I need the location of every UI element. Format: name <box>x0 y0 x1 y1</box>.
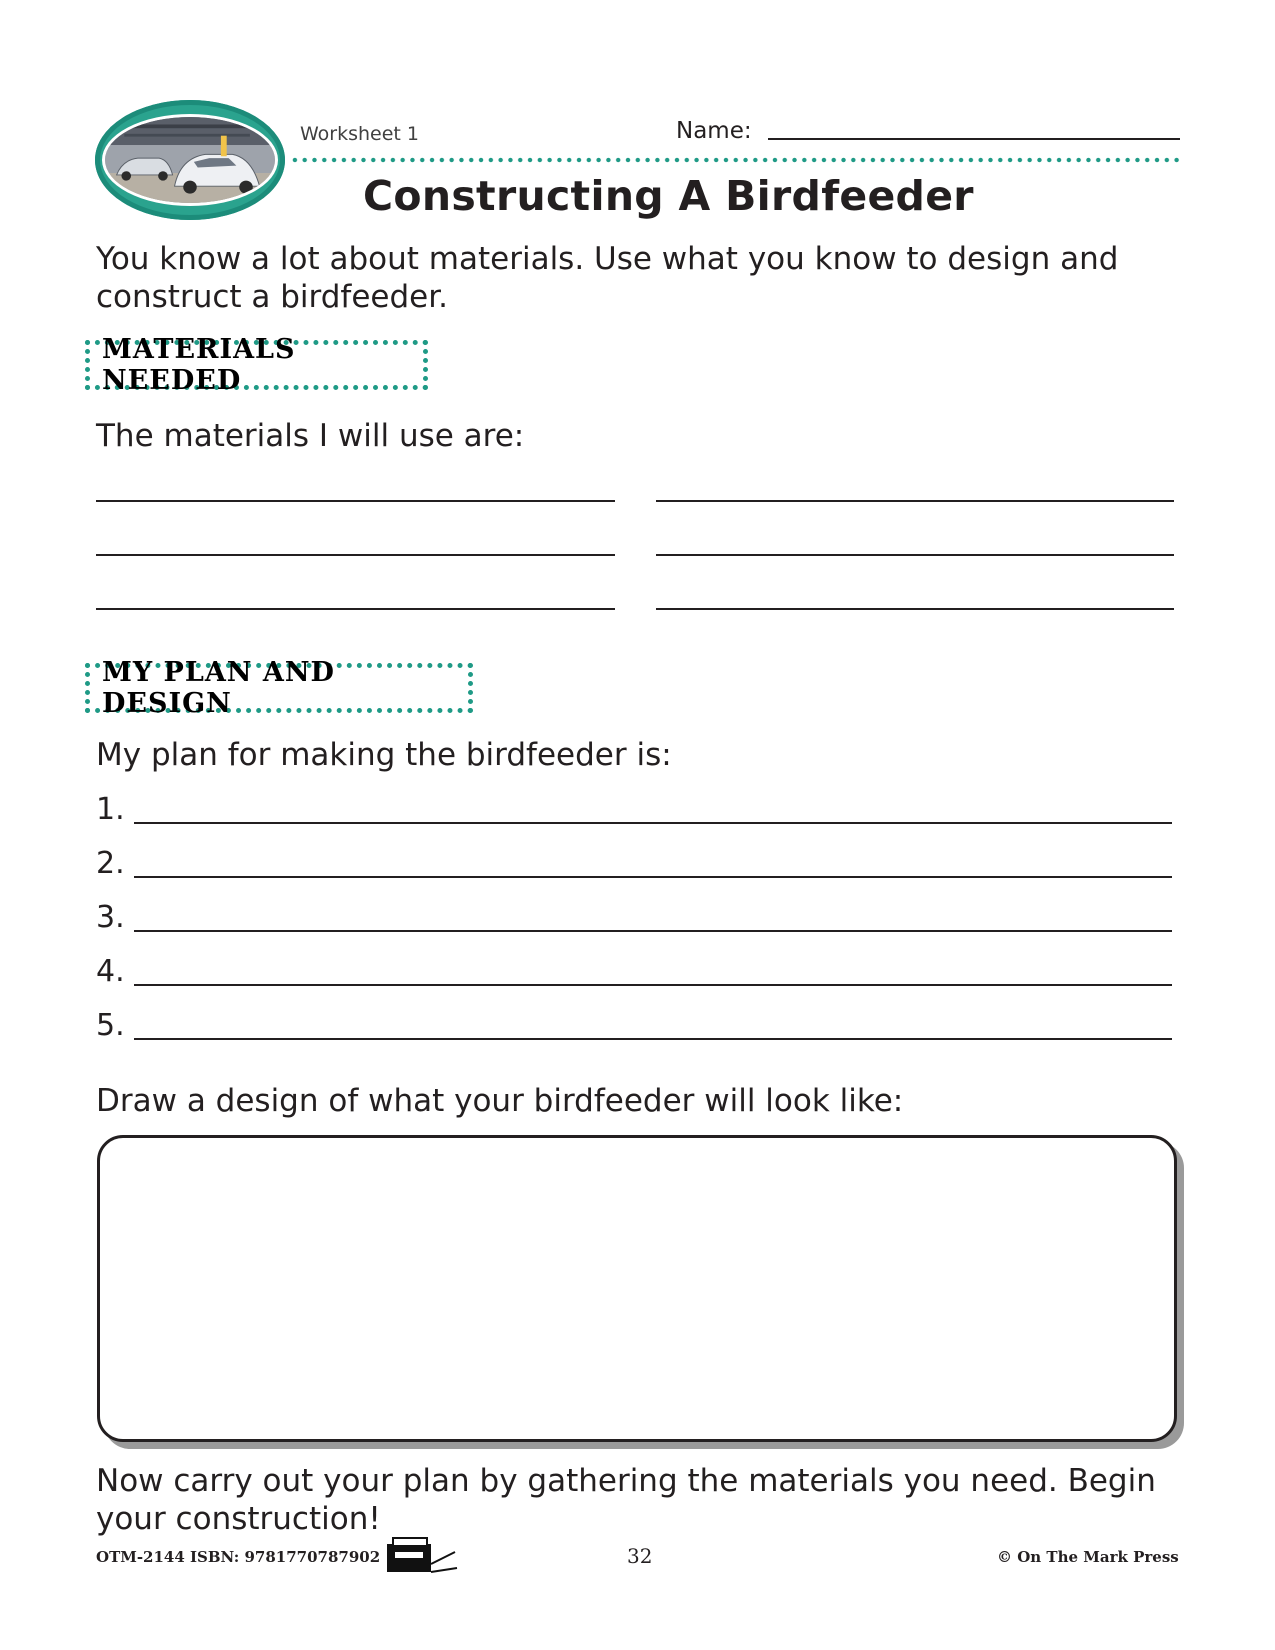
page-number: 32 <box>627 1544 653 1568</box>
plan-step-number: 2. <box>96 846 125 881</box>
car-factory-photo <box>102 114 278 206</box>
page-title: Constructing A Birdfeeder <box>363 172 974 220</box>
materials-prompt: The materials I will use are: <box>96 418 525 454</box>
plan-step-line[interactable] <box>134 930 1172 932</box>
name-label: Name: <box>676 118 752 144</box>
plan-step-number: 3. <box>96 900 125 935</box>
printer-icon <box>385 1534 461 1578</box>
plan-and-design-heading-box <box>85 657 473 719</box>
plan-prompt: My plan for making the birdfeeder is: <box>96 737 672 773</box>
materials-needed-heading: MATERIALS NEEDED <box>102 334 296 396</box>
closing-text: Now carry out your plan by gathering the materials you need. Begin your construction! <box>96 1463 1156 1537</box>
materials-blank-line[interactable] <box>656 608 1174 610</box>
materials-needed-heading-box <box>85 334 428 396</box>
footer-copyright: © On The Mark Press <box>997 1548 1179 1566</box>
materials-blank-line[interactable] <box>96 554 615 556</box>
plan-step-line[interactable] <box>134 822 1172 824</box>
materials-blank-line[interactable] <box>96 608 615 610</box>
header-dotted-rule <box>290 157 1180 163</box>
intro-text: You know a lot about materials. Use what you know to design and construct a birdfeeder. <box>96 241 1119 315</box>
materials-blank-line[interactable] <box>96 500 615 502</box>
plan-step-number: 1. <box>96 792 125 827</box>
plan-step-line[interactable] <box>134 876 1172 878</box>
name-field-line[interactable] <box>768 138 1180 140</box>
plan-and-design-heading: MY PLAN AND DESIGN <box>102 657 335 719</box>
header-photo-frame <box>95 100 285 220</box>
plan-step-number: 4. <box>96 954 125 989</box>
materials-blank-line[interactable] <box>656 554 1174 556</box>
materials-blank-line[interactable] <box>656 500 1174 502</box>
design-drawing-area[interactable] <box>97 1135 1177 1442</box>
footer-product-code: OTM-2144 ISBN: 9781770787902 <box>96 1548 381 1566</box>
worksheet-label: Worksheet 1 <box>300 123 420 145</box>
plan-step-number: 5. <box>96 1008 125 1043</box>
plan-step-line[interactable] <box>134 1038 1172 1040</box>
design-prompt: Draw a design of what your birdfeeder will look like: <box>96 1083 904 1119</box>
plan-step-line[interactable] <box>134 984 1172 986</box>
